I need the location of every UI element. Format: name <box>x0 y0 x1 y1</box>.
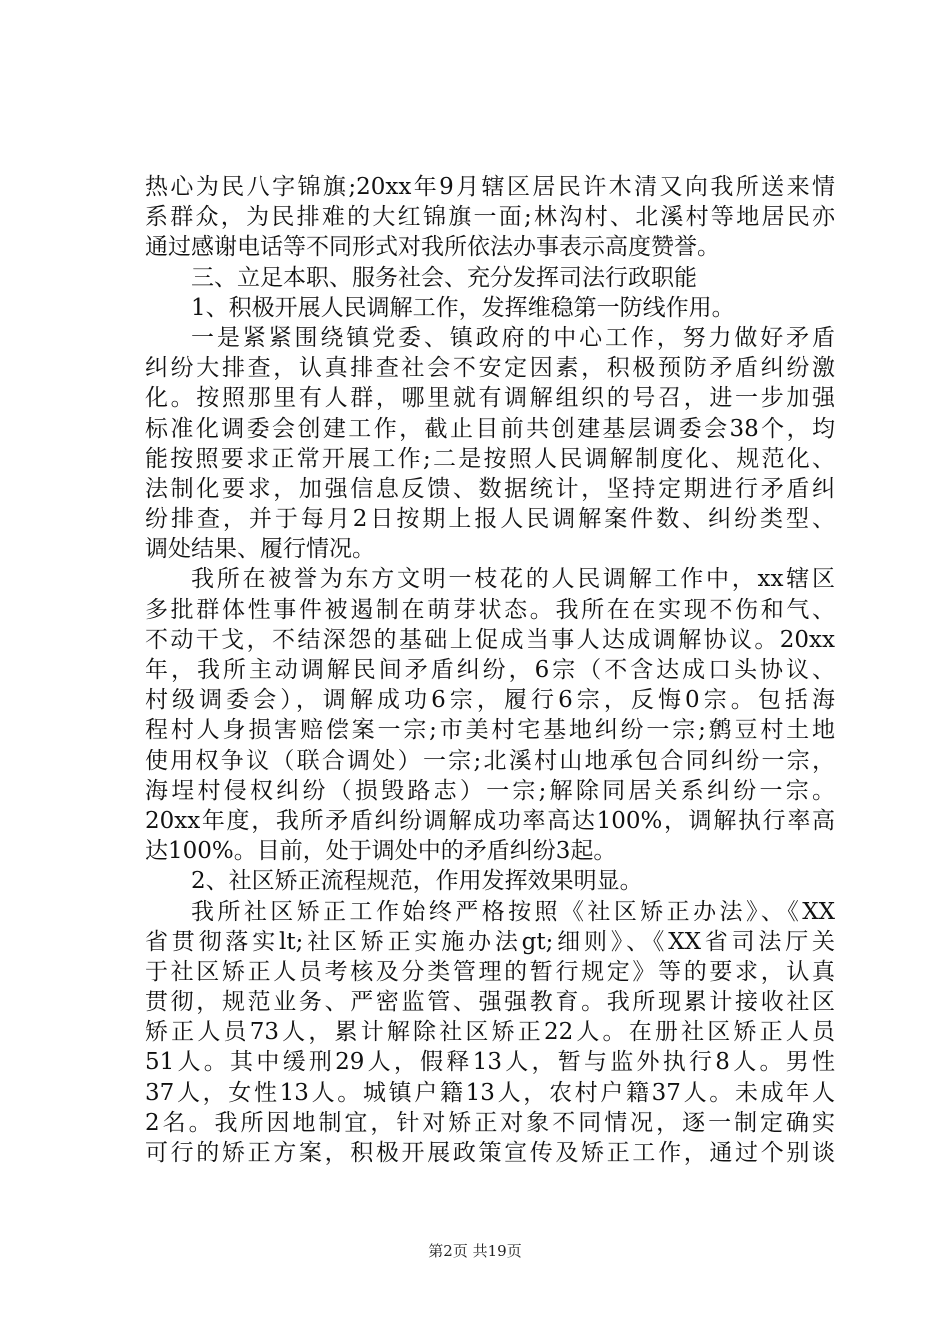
text-line: 51人。其中缓刑29人，假释13人，暂与监外执行8人。男性 <box>145 1049 835 1076</box>
text-line: 20xx年度，我所矛盾纠纷调解成功率高达100%，调解执行率高 <box>145 807 835 834</box>
text-line: 我所社区矫正工作始终严格按照《社区矫正办法》、《XX <box>191 898 835 925</box>
document-body <box>145 172 835 1168</box>
text-line: 2名。我所因地制宜，针对矫正对象不同情况，逐一制定确实 <box>145 1109 835 1136</box>
text-line: 达100%。目前，处于调处中的矛盾纠纷3起。 <box>145 838 617 865</box>
text-line: 我所在被誉为东方文明一枝花的人民调解工作中，xx辖区 <box>191 566 835 593</box>
text-line: 省贯彻落实lt;社区矫正实施办法gt;细则》、《XX省司法厅关 <box>145 928 835 955</box>
text-line: 程村人身损害赔偿案一宗;市美村宅基地纠纷一宗;鹩豆村土地 <box>145 717 835 744</box>
text-line: 能按照要求正常开展工作;二是按照人民调解制度化、规范化、 <box>145 445 835 472</box>
text-line: 1、积极开展人民调解工作，发挥维稳第一防线作用。 <box>191 294 735 321</box>
text-line: 年，我所主动调解民间矛盾纠纷，6宗（不含达成口头协议、 <box>145 657 835 683</box>
text-line: 化。按照那里有人群，哪里就有调解组织的号召，进一步加强 <box>145 385 835 412</box>
text-line: 可行的矫正方案，积极开展政策宣传及矫正工作，通过个别谈 <box>145 1140 835 1166</box>
text-line: 贯彻，规范业务、严密监管、强强教育。我所现累计接收社区 <box>145 989 835 1016</box>
text-line: 热心为民八字锦旗;20xx年9月辖区居民许木清又向我所送来情 <box>145 174 835 200</box>
text-line: 使用权争议（联合调处）一宗;北溪村山地承包合同纠纷一宗， <box>145 747 835 774</box>
text-line: 多批群体性事件被遏制在萌芽状态。我所在在实现不伤和气、 <box>145 596 835 623</box>
text-line: 矫正人员73人，累计解除社区矫正22人。在册社区矫正人员 <box>145 1019 835 1046</box>
text-line: 一是紧紧围绕镇党委、镇政府的中心工作，努力做好矛盾 <box>191 324 835 351</box>
text-line: 纠纷大排查，认真排查社会不安定因素，积极预防矛盾纠纷激 <box>145 355 835 382</box>
text-line: 系群众，为民排难的大红锦旗一面;林沟村、北溪村等地居民亦 <box>145 204 835 231</box>
text-line: 于社区矫正人员考核及分类管理的暂行规定》等的要求，认真 <box>145 958 835 985</box>
text-line: 村级调委会），调解成功6宗，履行6宗，反悔0宗。包括海 <box>145 687 835 714</box>
text-line: 37人，女性13人。城镇户籍13人，农村户籍37人。未成年人 <box>145 1079 835 1106</box>
text-line: 标准化调委会创建工作，截止目前共创建基层调委会38个，均 <box>145 415 835 442</box>
text-line: 通过感谢电话等不同形式对我所依法办事表示高度赞誉。 <box>145 234 720 261</box>
text-line: 三、立足本职、服务社会、充分发挥司法行政职能 <box>191 264 697 291</box>
text-line: 调处结果、履行情况。 <box>145 536 375 563</box>
text-line: 法制化要求，加强信息反馈、数据统计，坚持定期进行矛盾纠 <box>145 475 835 502</box>
page-number: 第2页 共19页 <box>428 1242 522 1260</box>
text-line: 2、社区矫正流程规范，作用发挥效果明显。 <box>191 868 643 895</box>
text-line: 纷排查，并于每月2日按期上报人民调解案件数、纠纷类型、 <box>145 506 835 533</box>
text-line: 海埕村侵权纠纷（损毁路志）一宗;解除同居关系纠纷一宗。 <box>145 777 835 804</box>
text-line: 不动干戈，不结深怨的基础上促成当事人达成调解协议。20xx <box>145 626 835 653</box>
